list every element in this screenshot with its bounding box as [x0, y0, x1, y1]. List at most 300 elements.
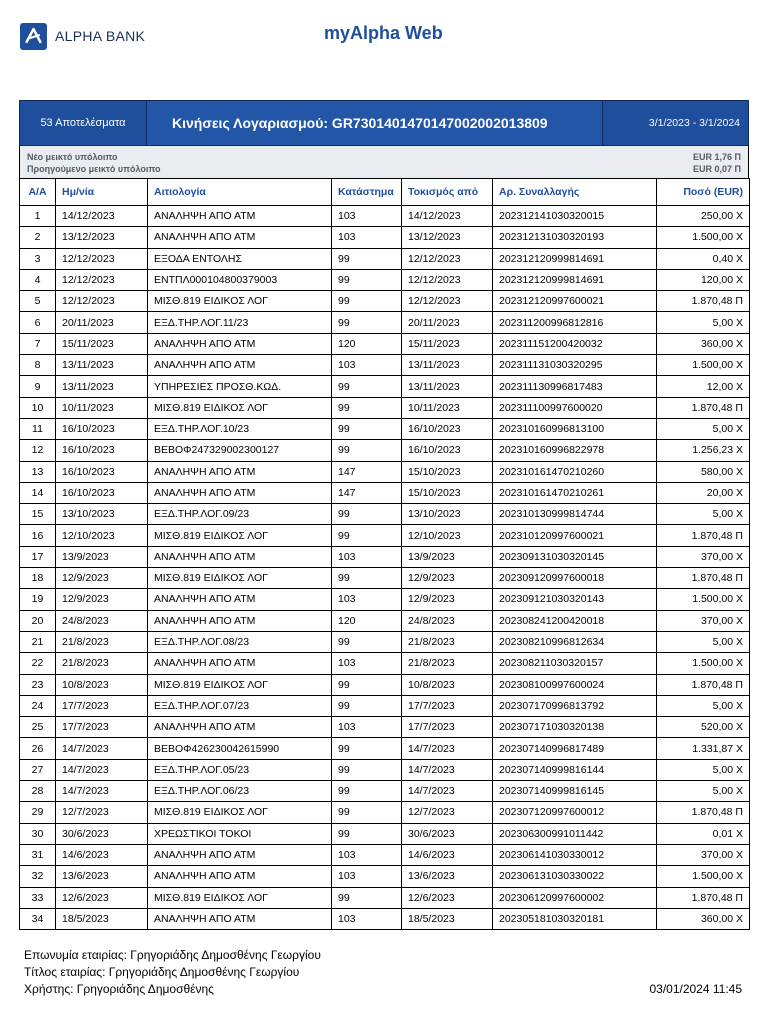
cell-branch: 99 [332, 376, 402, 397]
cell-description: ΑΝΑΛΗΨΗ ΑΠΟ ΑΤΜ [148, 610, 332, 631]
cell-index: 8 [20, 355, 56, 376]
table-row [20, 908, 750, 929]
cell-date: 14/12/2023 [56, 206, 148, 227]
table-row [20, 418, 750, 439]
cell-date: 12/12/2023 [56, 269, 148, 290]
cell-branch: 99 [332, 674, 402, 695]
cell-value-date: 12/6/2023 [402, 887, 493, 908]
cell-transaction-number: 202308210996812634 [493, 631, 657, 652]
cell-transaction-number: 202307140999816145 [493, 781, 657, 802]
cell-amount: 20,00 Χ [657, 482, 750, 503]
cell-description: ΜΙΣΘ.819 ΕΙΔΙΚΟΣ ΛΟΓ [148, 568, 332, 589]
cell-date: 10/8/2023 [56, 674, 148, 695]
table-row [20, 504, 750, 525]
cell-branch: 99 [332, 504, 402, 525]
cell-date: 24/8/2023 [56, 610, 148, 631]
cell-branch: 99 [332, 568, 402, 589]
statement-title: Κινήσεις Λογαριασμού: GR7301401470147002002013809 [147, 101, 603, 145]
cell-description: ΕΞΔ.ΤΗΡ.ΛΟΓ.07/23 [148, 695, 332, 716]
table-row [20, 525, 750, 546]
cell-date: 13/11/2023 [56, 355, 148, 376]
cell-value-date: 13/6/2023 [402, 866, 493, 887]
column-header-value-date: Τοκισμός από [402, 179, 493, 206]
cell-date: 16/10/2023 [56, 482, 148, 503]
cell-date: 14/7/2023 [56, 738, 148, 759]
cell-transaction-number: 202312120997600021 [493, 291, 657, 312]
cell-branch: 99 [332, 823, 402, 844]
cell-transaction-number: 202306131030330022 [493, 866, 657, 887]
cell-description: ΜΙΣΘ.819 ΕΙΔΙΚΟΣ ΛΟΓ [148, 525, 332, 546]
cell-date: 17/7/2023 [56, 717, 148, 738]
cell-branch: 99 [332, 248, 402, 269]
cell-value-date: 14/7/2023 [402, 738, 493, 759]
cell-description: ΑΝΑΛΗΨΗ ΑΠΟ ΑΤΜ [148, 333, 332, 354]
table-row [20, 355, 750, 376]
cell-value-date: 12/12/2023 [402, 269, 493, 290]
cell-date: 20/11/2023 [56, 312, 148, 333]
cell-index: 11 [20, 418, 56, 439]
cell-transaction-number: 202309121030320143 [493, 589, 657, 610]
cell-date: 12/9/2023 [56, 568, 148, 589]
cell-value-date: 13/11/2023 [402, 355, 493, 376]
cell-index: 18 [20, 568, 56, 589]
cell-value-date: 12/12/2023 [402, 291, 493, 312]
cell-amount: 1.870,48 Π [657, 674, 750, 695]
cell-transaction-number: 202310161470210261 [493, 482, 657, 503]
cell-date: 12/6/2023 [56, 887, 148, 908]
cell-description: ΕΝΤΠΛ000104800379003 [148, 269, 332, 290]
cell-transaction-number: 202305181030320181 [493, 908, 657, 929]
cell-branch: 99 [332, 525, 402, 546]
cell-transaction-number: 202311131030320295 [493, 355, 657, 376]
cell-description: ΜΙΣΘ.819 ΕΙΔΙΚΟΣ ΛΟΓ [148, 887, 332, 908]
cell-branch: 99 [332, 269, 402, 290]
cell-date: 12/10/2023 [56, 525, 148, 546]
table-row [20, 546, 750, 567]
cell-date: 16/10/2023 [56, 418, 148, 439]
table-row [20, 887, 750, 908]
cell-transaction-number: 202310161470210260 [493, 461, 657, 482]
cell-transaction-number: 202307140999816144 [493, 759, 657, 780]
new-balance-label: Νέο μεικτό υπόλοιπο [27, 152, 118, 162]
cell-date: 13/10/2023 [56, 504, 148, 525]
cell-amount: 1.500,00 Χ [657, 589, 750, 610]
cell-description: ΑΝΑΛΗΨΗ ΑΠΟ ΑΤΜ [148, 355, 332, 376]
cell-date: 16/10/2023 [56, 440, 148, 461]
cell-transaction-number: 202307120997600012 [493, 802, 657, 823]
statement-period: 3/1/2023 - 3/1/2024 [648, 117, 740, 129]
cell-amount: 1.870,48 Π [657, 802, 750, 823]
cell-value-date: 13/9/2023 [402, 546, 493, 567]
cell-branch: 103 [332, 653, 402, 674]
cell-amount: 1.870,48 Π [657, 397, 750, 418]
cell-index: 21 [20, 631, 56, 652]
cell-transaction-number: 202307140996817489 [493, 738, 657, 759]
column-header-index: Α/Α [20, 179, 56, 206]
cell-value-date: 14/7/2023 [402, 759, 493, 780]
cell-description: ΕΞΔ.ΤΗΡ.ΛΟΓ.06/23 [148, 781, 332, 802]
cell-description: ΕΞΔ.ΤΗΡ.ΛΟΓ.11/23 [148, 312, 332, 333]
column-header-amount: Ποσό (EUR) [657, 179, 750, 206]
cell-amount: 370,00 Χ [657, 844, 750, 865]
cell-index: 30 [20, 823, 56, 844]
cell-description: ΜΙΣΘ.819 ΕΙΔΙΚΟΣ ΛΟΓ [148, 397, 332, 418]
cell-index: 12 [20, 440, 56, 461]
alpha-logo-icon [20, 23, 47, 50]
cell-amount: 370,00 Χ [657, 546, 750, 567]
cell-amount: 1.870,48 Π [657, 568, 750, 589]
report-footer [24, 947, 744, 998]
cell-amount: 520,00 Χ [657, 717, 750, 738]
table-row [20, 866, 750, 887]
cell-description: ΑΝΑΛΗΨΗ ΑΠΟ ΑΤΜ [148, 866, 332, 887]
cell-date: 17/7/2023 [56, 695, 148, 716]
transactions-table [19, 178, 750, 930]
cell-description: ΑΝΑΛΗΨΗ ΑΠΟ ΑΤΜ [148, 546, 332, 567]
cell-branch: 99 [332, 291, 402, 312]
cell-value-date: 12/10/2023 [402, 525, 493, 546]
cell-value-date: 13/11/2023 [402, 376, 493, 397]
cell-value-date: 15/11/2023 [402, 333, 493, 354]
cell-transaction-number: 202308211030320157 [493, 653, 657, 674]
previous-balance-value: EUR 0,07 Π [692, 164, 741, 174]
cell-index: 20 [20, 610, 56, 631]
cell-transaction-number: 202308100997600024 [493, 674, 657, 695]
table-row [20, 227, 750, 248]
cell-date: 14/7/2023 [56, 781, 148, 802]
table-row [20, 482, 750, 503]
cell-value-date: 10/11/2023 [402, 397, 493, 418]
cell-index: 31 [20, 844, 56, 865]
cell-branch: 103 [332, 546, 402, 567]
cell-description: ΕΞΟΔΑ ΕΝΤΟΛΗΣ [148, 248, 332, 269]
cell-value-date: 12/9/2023 [402, 589, 493, 610]
cell-amount: 5,00 Χ [657, 695, 750, 716]
account-statement [19, 100, 749, 930]
cell-branch: 147 [332, 482, 402, 503]
cell-amount: 5,00 Χ [657, 759, 750, 780]
cell-amount: 120,00 Χ [657, 269, 750, 290]
cell-index: 15 [20, 504, 56, 525]
cell-branch: 103 [332, 844, 402, 865]
cell-index: 34 [20, 908, 56, 929]
table-row [20, 568, 750, 589]
cell-transaction-number: 202309120997600018 [493, 568, 657, 589]
cell-description: ΑΝΑΛΗΨΗ ΑΠΟ ΑΤΜ [148, 844, 332, 865]
table-row [20, 823, 750, 844]
cell-transaction-number: 202312141030320015 [493, 206, 657, 227]
previous-balance-row [27, 164, 741, 174]
cell-transaction-number: 202306141030330012 [493, 844, 657, 865]
cell-date: 10/11/2023 [56, 397, 148, 418]
table-row [20, 631, 750, 652]
cell-value-date: 15/10/2023 [402, 482, 493, 503]
cell-date: 13/11/2023 [56, 376, 148, 397]
previous-balance-label: Προηγούμενο μεικτό υπόλοιπο [27, 164, 161, 174]
cell-index: 13 [20, 461, 56, 482]
cell-index: 22 [20, 653, 56, 674]
cell-index: 14 [20, 482, 56, 503]
cell-branch: 147 [332, 461, 402, 482]
cell-description: ΕΞΔ.ΤΗΡ.ΛΟΓ.05/23 [148, 759, 332, 780]
cell-date: 21/8/2023 [56, 631, 148, 652]
cell-amount: 5,00 Χ [657, 312, 750, 333]
cell-index: 26 [20, 738, 56, 759]
cell-value-date: 15/10/2023 [402, 461, 493, 482]
cell-transaction-number: 202310160996813100 [493, 418, 657, 439]
table-row [20, 610, 750, 631]
cell-branch: 99 [332, 397, 402, 418]
column-header-transaction-number: Αρ. Συναλλαγής [493, 179, 657, 206]
cell-index: 6 [20, 312, 56, 333]
cell-amount: 5,00 Χ [657, 631, 750, 652]
table-row [20, 674, 750, 695]
cell-value-date: 14/6/2023 [402, 844, 493, 865]
cell-value-date: 10/8/2023 [402, 674, 493, 695]
cell-transaction-number: 202311100997600020 [493, 397, 657, 418]
cell-amount: 360,00 Χ [657, 908, 750, 929]
cell-description: ΑΝΑΛΗΨΗ ΑΠΟ ΑΤΜ [148, 589, 332, 610]
brand-name: ALPHA BANK [55, 28, 146, 44]
cell-date: 14/6/2023 [56, 844, 148, 865]
cell-date: 12/12/2023 [56, 291, 148, 312]
cell-description: ΑΝΑΛΗΨΗ ΑΠΟ ΑΤΜ [148, 653, 332, 674]
cell-description: ΕΞΔ.ΤΗΡ.ΛΟΓ.10/23 [148, 418, 332, 439]
cell-amount: 1.870,48 Π [657, 887, 750, 908]
cell-amount: 1.500,00 Χ [657, 866, 750, 887]
cell-transaction-number: 202309131030320145 [493, 546, 657, 567]
cell-amount: 370,00 Χ [657, 610, 750, 631]
cell-amount: 12,00 Χ [657, 376, 750, 397]
cell-date: 13/9/2023 [56, 546, 148, 567]
cell-date: 18/5/2023 [56, 908, 148, 929]
column-header-description: Αιτιολογία [148, 179, 332, 206]
cell-amount: 580,00 Χ [657, 461, 750, 482]
cell-transaction-number: 202310130999814744 [493, 504, 657, 525]
cell-index: 27 [20, 759, 56, 780]
new-balance-row [27, 152, 741, 162]
cell-branch: 103 [332, 908, 402, 929]
cell-date: 15/11/2023 [56, 333, 148, 354]
cell-amount: 250,00 Χ [657, 206, 750, 227]
cell-value-date: 16/10/2023 [402, 418, 493, 439]
cell-value-date: 17/7/2023 [402, 695, 493, 716]
cell-index: 25 [20, 717, 56, 738]
cell-index: 32 [20, 866, 56, 887]
cell-transaction-number: 202311151200420032 [493, 333, 657, 354]
table-row [20, 759, 750, 780]
cell-branch: 103 [332, 355, 402, 376]
cell-date: 30/6/2023 [56, 823, 148, 844]
cell-date: 13/12/2023 [56, 227, 148, 248]
cell-amount: 0,40 Χ [657, 248, 750, 269]
app-title: myAlpha Web [324, 23, 443, 43]
cell-index: 19 [20, 589, 56, 610]
brand-logo [20, 22, 145, 50]
table-row [20, 291, 750, 312]
cell-branch: 99 [332, 738, 402, 759]
cell-amount: 1.500,00 Χ [657, 653, 750, 674]
cell-value-date: 18/5/2023 [402, 908, 493, 929]
statement-header [19, 100, 749, 146]
balance-summary [19, 146, 749, 178]
cell-value-date: 20/11/2023 [402, 312, 493, 333]
cell-date: 12/9/2023 [56, 589, 148, 610]
cell-description: ΑΝΑΛΗΨΗ ΑΠΟ ΑΤΜ [148, 206, 332, 227]
cell-index: 29 [20, 802, 56, 823]
cell-value-date: 21/8/2023 [402, 631, 493, 652]
table-row [20, 844, 750, 865]
table-row [20, 461, 750, 482]
cell-index: 24 [20, 695, 56, 716]
table-row [20, 653, 750, 674]
cell-transaction-number: 202307170996813792 [493, 695, 657, 716]
cell-date: 12/12/2023 [56, 248, 148, 269]
cell-transaction-number: 202311130996817483 [493, 376, 657, 397]
cell-index: 2 [20, 227, 56, 248]
cell-branch: 103 [332, 866, 402, 887]
cell-description: ΕΞΔ.ΤΗΡ.ΛΟΓ.08/23 [148, 631, 332, 652]
cell-description: ΑΝΑΛΗΨΗ ΑΠΟ ΑΤΜ [148, 227, 332, 248]
cell-date: 12/7/2023 [56, 802, 148, 823]
table-row [20, 376, 750, 397]
cell-branch: 99 [332, 418, 402, 439]
cell-amount: 360,00 Χ [657, 333, 750, 354]
cell-index: 7 [20, 333, 56, 354]
cell-amount: 5,00 Χ [657, 504, 750, 525]
cell-branch: 103 [332, 206, 402, 227]
cell-date: 14/7/2023 [56, 759, 148, 780]
cell-branch: 120 [332, 333, 402, 354]
user-name: Χρήστης: Γρηγοριάδης Δημοσθένης [24, 982, 214, 996]
cell-branch: 99 [332, 781, 402, 802]
cell-amount: 1.256,23 Χ [657, 440, 750, 461]
cell-index: 5 [20, 291, 56, 312]
cell-amount: 1.870,48 Π [657, 525, 750, 546]
cell-index: 1 [20, 206, 56, 227]
cell-description: ΥΠΗΡΕΣΙΕΣ ΠΡΟΣΘ.ΚΩΔ. [148, 376, 332, 397]
cell-description: ΑΝΑΛΗΨΗ ΑΠΟ ΑΤΜ [148, 461, 332, 482]
results-count: 53 Αποτελέσματα [20, 101, 147, 145]
table-row [20, 206, 750, 227]
company-title: Τίτλος εταιρίας: Γρηγοριάδης Δημοσθένης Γεωργίου [24, 965, 300, 979]
cell-description: ΕΞΔ.ΤΗΡ.ΛΟΓ.09/23 [148, 504, 332, 525]
cell-amount: 5,00 Χ [657, 781, 750, 802]
table-row [20, 333, 750, 354]
table-row [20, 717, 750, 738]
cell-description: ΜΙΣΘ.819 ΕΙΔΙΚΟΣ ΛΟΓ [148, 802, 332, 823]
cell-description: ΒΕΒΟΦ426230042615990 [148, 738, 332, 759]
cell-transaction-number: 202308241200420018 [493, 610, 657, 631]
cell-index: 16 [20, 525, 56, 546]
column-header-branch: Κατάστημα [332, 179, 402, 206]
cell-value-date: 21/8/2023 [402, 653, 493, 674]
cell-index: 4 [20, 269, 56, 290]
cell-value-date: 30/6/2023 [402, 823, 493, 844]
cell-transaction-number: 202306120997600002 [493, 887, 657, 908]
cell-amount: 5,00 Χ [657, 418, 750, 439]
cell-index: 28 [20, 781, 56, 802]
cell-branch: 99 [332, 759, 402, 780]
cell-value-date: 13/10/2023 [402, 504, 493, 525]
cell-branch: 99 [332, 695, 402, 716]
cell-value-date: 14/7/2023 [402, 781, 493, 802]
cell-description: ΜΙΣΘ.819 ΕΙΔΙΚΟΣ ΛΟΓ [148, 291, 332, 312]
cell-date: 16/10/2023 [56, 461, 148, 482]
cell-value-date: 16/10/2023 [402, 440, 493, 461]
cell-branch: 99 [332, 631, 402, 652]
cell-branch: 103 [332, 717, 402, 738]
cell-branch: 99 [332, 312, 402, 333]
cell-date: 13/6/2023 [56, 866, 148, 887]
cell-date: 21/8/2023 [56, 653, 148, 674]
table-row [20, 248, 750, 269]
cell-index: 17 [20, 546, 56, 567]
table-row [20, 695, 750, 716]
cell-amount: 0,01 Χ [657, 823, 750, 844]
table-row [20, 781, 750, 802]
cell-amount: 1.500,00 Χ [657, 355, 750, 376]
cell-description: ΒΕΒΟΦ247329002300127 [148, 440, 332, 461]
table-row [20, 312, 750, 333]
table-row [20, 802, 750, 823]
table-row [20, 589, 750, 610]
cell-value-date: 24/8/2023 [402, 610, 493, 631]
cell-transaction-number: 202310160996822978 [493, 440, 657, 461]
column-header-date: Ημ/νία [56, 179, 148, 206]
cell-description: ΜΙΣΘ.819 ΕΙΔΙΚΟΣ ΛΟΓ [148, 674, 332, 695]
cell-description: ΑΝΑΛΗΨΗ ΑΠΟ ΑΤΜ [148, 717, 332, 738]
cell-amount: 1.331,87 Χ [657, 738, 750, 759]
print-timestamp: 03/01/2024 11:45 [649, 982, 742, 996]
company-name: Επωνυμία εταιρίας: Γρηγοριάδης Δημοσθένης Γεωργίου [24, 948, 321, 962]
table-row [20, 397, 750, 418]
cell-transaction-number: 202307171030320138 [493, 717, 657, 738]
transactions-body [20, 206, 750, 930]
cell-value-date: 12/7/2023 [402, 802, 493, 823]
cell-index: 3 [20, 248, 56, 269]
cell-index: 9 [20, 376, 56, 397]
cell-branch: 99 [332, 802, 402, 823]
table-row [20, 440, 750, 461]
cell-value-date: 17/7/2023 [402, 717, 493, 738]
cell-value-date: 12/12/2023 [402, 248, 493, 269]
new-balance-value: EUR 1,76 Π [692, 152, 741, 162]
cell-description: ΧΡΕΩΣΤΙΚΟΙ ΤΟΚΟΙ [148, 823, 332, 844]
cell-branch: 103 [332, 589, 402, 610]
table-row [20, 738, 750, 759]
cell-transaction-number: 202311200996812816 [493, 312, 657, 333]
cell-transaction-number: 202310120997600021 [493, 525, 657, 546]
cell-description: ΑΝΑΛΗΨΗ ΑΠΟ ΑΤΜ [148, 482, 332, 503]
cell-value-date: 14/12/2023 [402, 206, 493, 227]
cell-branch: 99 [332, 887, 402, 908]
cell-transaction-number: 202312120999814691 [493, 248, 657, 269]
cell-value-date: 12/9/2023 [402, 568, 493, 589]
cell-branch: 103 [332, 227, 402, 248]
cell-branch: 120 [332, 610, 402, 631]
cell-index: 33 [20, 887, 56, 908]
cell-value-date: 13/12/2023 [402, 227, 493, 248]
cell-index: 23 [20, 674, 56, 695]
cell-description: ΑΝΑΛΗΨΗ ΑΠΟ ΑΤΜ [148, 908, 332, 929]
table-header-row [20, 179, 750, 206]
cell-transaction-number: 202312131030320193 [493, 227, 657, 248]
cell-transaction-number: 202312120999814691 [493, 269, 657, 290]
cell-index: 10 [20, 397, 56, 418]
cell-transaction-number: 202306300991011442 [493, 823, 657, 844]
cell-amount: 1.870,48 Π [657, 291, 750, 312]
